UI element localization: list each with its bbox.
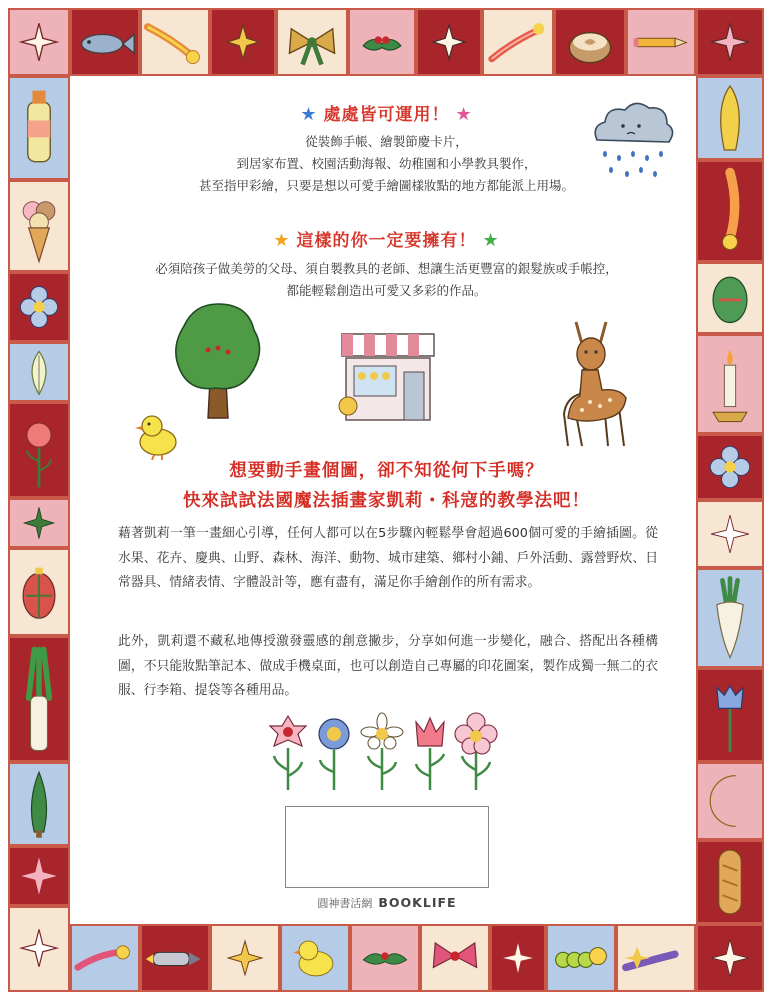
callout-line-1: 想要動手畫個圖，卻不知從何下手嗎？: [229, 461, 544, 481]
caterpillar-icon: [546, 924, 616, 992]
comet-icon: [70, 924, 140, 992]
text-line: 到居家布置、校園活動海報、幼稚園和小學教具製作，: [236, 156, 537, 171]
barcode-placeholder: [285, 806, 489, 888]
orange-star-icon: ★: [273, 230, 291, 251]
star-icon: [8, 846, 70, 906]
star-icon: [8, 8, 70, 76]
usage-paragraph: [78, 131, 695, 197]
holly-icon: [348, 8, 416, 76]
candle-icon: [696, 334, 764, 434]
bow-icon: [420, 924, 490, 992]
coffee-icon: [554, 8, 626, 76]
green-star-icon: ★: [482, 230, 500, 251]
body-paragraph-1: 藉著凱莉一筆一畫細心引導，任何人都可以在5步驟內輕鬆學會超過600個可愛的手繪插圖。從水果、花卉、慶典、山野、森林、海洋、動物、城市建築、鄉村小鋪、戶外活動、露營野炊、日常器具、情緒表情、字體設計等，應有盡有，滿足你手繪創作的所有需求。: [118, 526, 658, 590]
heading-text: 處處皆可運用！: [323, 105, 450, 125]
carnation-icon: [8, 402, 70, 498]
star-icon: [416, 8, 482, 76]
text-line: 都能輕鬆創造出可愛又多彩的作品。: [286, 283, 487, 298]
rocket-icon: [140, 924, 210, 992]
bow-icon: [276, 8, 348, 76]
star-icon: [210, 8, 276, 76]
text-line: 從裝飾手帳、繪製節慶卡片，: [305, 134, 468, 149]
flower-icon: [8, 272, 70, 342]
leaf-icon: [696, 76, 764, 160]
moon-icon: [696, 762, 764, 840]
radish-icon: [696, 568, 764, 668]
shop-icon: [336, 324, 440, 424]
audience-paragraph: [78, 258, 695, 302]
tulip-icon: [696, 668, 764, 762]
holly-icon: [350, 924, 420, 992]
section-heading-usage: [78, 100, 695, 125]
comet-icon: [616, 924, 696, 992]
pink-star-icon: ★: [455, 104, 473, 125]
publisher-name: 圓神書活網: [317, 897, 373, 910]
flower-row-icon: [264, 710, 514, 794]
callout-heading: [78, 456, 695, 516]
tree-icon: [168, 300, 268, 424]
comet-icon: [696, 160, 764, 262]
page-content: [78, 78, 695, 924]
body-paragraph-2: 此外，凱莉還不藏私地傳授激發靈感的創意撇步，分享如何進一步變化，融合、搭配出各種構圖，不只能妝點筆記本、做成手機桌面，也可以創造自己專屬的印花圖案，製作成獨一無二的衣服、行李箱、提袋等各種用品。: [118, 634, 658, 698]
publisher-footer: [285, 895, 489, 911]
fish-icon: [70, 8, 140, 76]
leek-icon: [8, 636, 70, 762]
brand-logo-text: BOOKLIFE: [378, 895, 457, 910]
star-icon: [696, 924, 764, 992]
comet-icon: [140, 8, 210, 76]
bread-icon: [696, 840, 764, 924]
pencil-icon: [626, 8, 696, 76]
leaf-icon: [8, 342, 70, 402]
star-icon: [696, 500, 764, 568]
chick-icon: [130, 408, 180, 460]
section-heading-audience: [78, 226, 695, 251]
star-icon: [8, 906, 70, 992]
ice-cream-icon: [8, 180, 70, 272]
blue-star-icon: ★: [300, 104, 318, 125]
flower-icon: [696, 434, 764, 500]
callout-line-2: 快來試試法國魔法插畫家凱莉・科寇的教學法吧！: [183, 491, 590, 511]
text-line: 甚至指甲彩繪，只要是想以可愛手繪圖樣妝點的地方都能派上用場。: [198, 178, 574, 193]
star-icon: [490, 924, 546, 992]
bottle-icon: [8, 76, 70, 180]
comet-icon: [482, 8, 554, 76]
ornament-icon: [8, 548, 70, 636]
ornament-icon: [696, 262, 764, 334]
star-icon: [210, 924, 280, 992]
cypress-icon: [8, 762, 70, 846]
text-line: 必須陪孩子做美勞的父母、須自製教具的老師、想讓生活更豐富的銀髮族或手帳控，: [155, 261, 618, 276]
heading-text: 這樣的你一定要擁有！: [296, 231, 477, 251]
star-icon: [8, 498, 70, 548]
deer-icon: [546, 314, 636, 452]
chick-icon: [280, 924, 350, 992]
star-icon: [696, 8, 764, 76]
